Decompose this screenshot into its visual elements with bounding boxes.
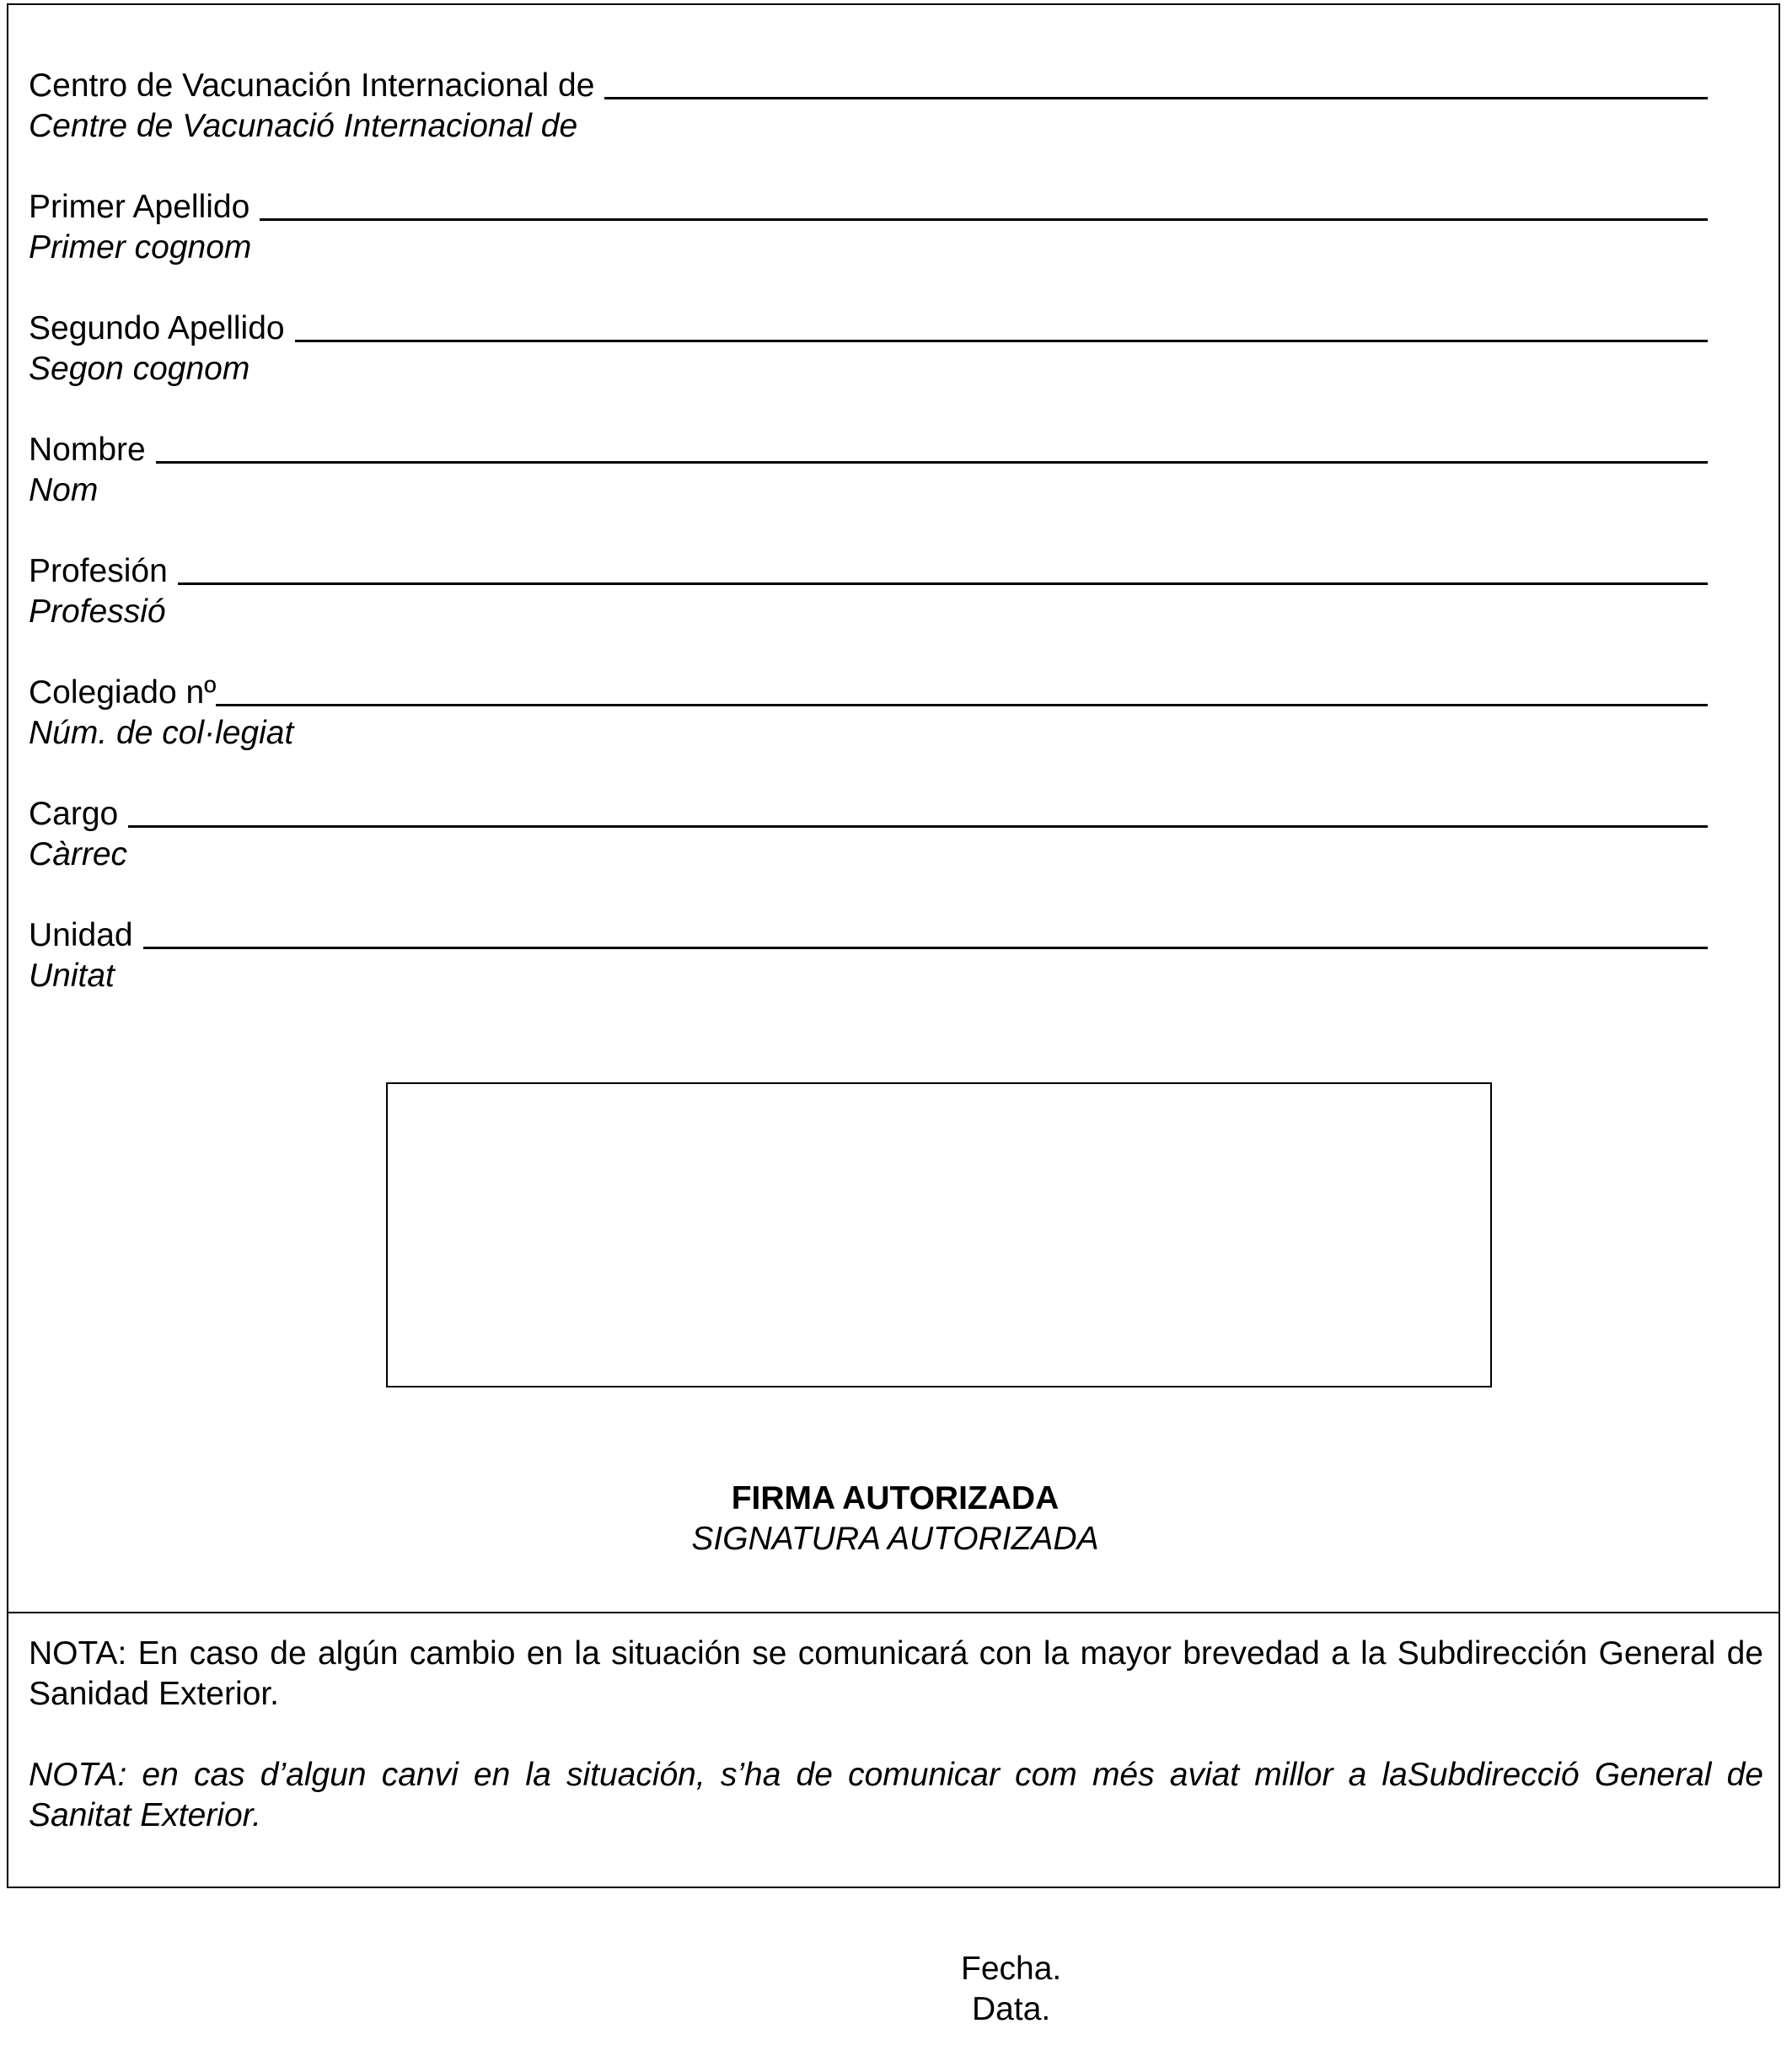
colegiado-input-line[interactable] (216, 704, 1708, 706)
signature-caption (8, 1479, 1782, 1559)
date-label-es: Fecha. (961, 1951, 1062, 1987)
segundo-apellido-input-line[interactable] (295, 340, 1708, 342)
signature-title-es: FIRMA AUTORIZADA (731, 1480, 1060, 1516)
field-nombre (29, 430, 1708, 511)
field-primer-apellido (29, 187, 1708, 268)
field-label-es: Primer Apellido (29, 189, 250, 225)
primer-apellido-input-line[interactable] (260, 218, 1708, 221)
field-centro-vacunacion (29, 66, 1708, 147)
nombre-input-line[interactable] (156, 461, 1708, 464)
field-label-es: Nombre (29, 432, 146, 468)
field-label-es: Segundo Apellido (29, 310, 285, 346)
field-label-es: Centro de Vacunación Internacional de (29, 67, 595, 104)
field-label-es: Colegiado nº (29, 674, 217, 711)
note-ca: NOTA: en cas d’algun canvi en la situación, s’ha de comunicar com més aviat millor a laSubdirecció General de Sanitat Exterior. (29, 1757, 1763, 1833)
field-label-ca: Nom (29, 472, 99, 508)
field-cargo (29, 794, 1708, 875)
signature-box[interactable] (386, 1082, 1492, 1387)
field-label-es: Unidad (29, 917, 133, 953)
field-label-ca: Núm. de col·legiat (29, 715, 294, 751)
field-colegiado (29, 673, 1708, 754)
field-label-ca: Unitat (29, 958, 115, 994)
field-label-ca: Centre de Vacunació Internacional de (29, 108, 578, 144)
cargo-input-line[interactable] (128, 825, 1708, 828)
field-profesion (29, 551, 1708, 632)
form-frame (7, 3, 1780, 1888)
field-label-ca: Segon cognom (29, 351, 250, 387)
field-label-ca: Primer cognom (29, 229, 252, 266)
field-label-ca: Professió (29, 593, 166, 630)
profesion-input-line[interactable] (178, 582, 1708, 585)
unidad-input-line[interactable] (143, 947, 1708, 949)
date-label-ca: Data. (972, 1991, 1051, 2027)
date-block (961, 1949, 1061, 2030)
field-label-ca: Càrrec (29, 836, 128, 872)
field-label-es: Cargo (29, 796, 119, 832)
field-unidad (29, 915, 1708, 996)
field-segundo-apellido (29, 309, 1708, 389)
field-label-es: Profesión (29, 553, 168, 589)
note-es: NOTA: En caso de algún cambio en la situación se comunicará con la mayor brevedad a la Subdirección General de Sanidad Exterior. (29, 1635, 1763, 1712)
signature-title-ca: SIGNATURA AUTORIZADA (691, 1521, 1099, 1557)
section-divider (8, 1612, 1779, 1613)
centro-input-line[interactable] (604, 97, 1708, 99)
